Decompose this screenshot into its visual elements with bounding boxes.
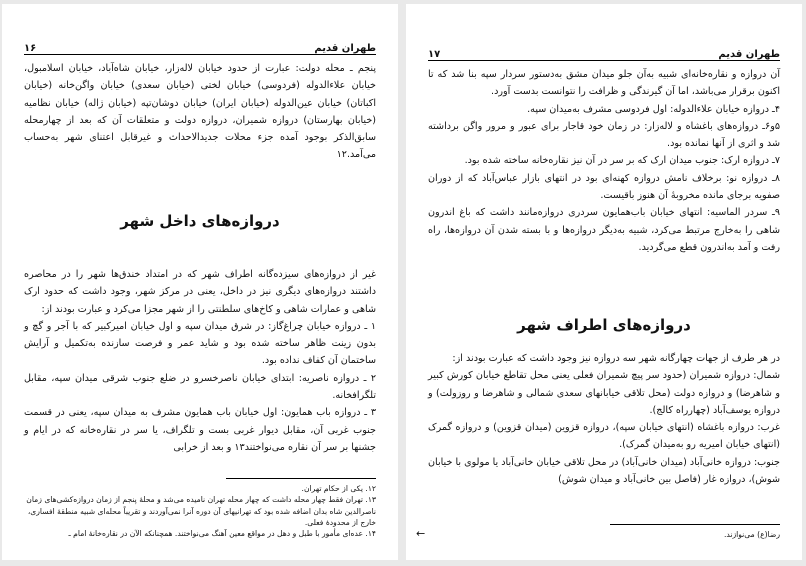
- footnote-13: ۱۳. تهران فقط چهار محله داشت که چهار محله تهران نامیده می‌شد و محلهٔ پنجم از زمان دروازه‌کشی‌های زمان ناصرالدین شاه بدان اضافه شده بود که تهرانیهای آن دوره آنرا نمی‌آوردند و تقریباً محله‌ای شبیه منطقهٔ افساری، خارج از محدودهٔ فعلی.: [26, 495, 376, 527]
- right-page: [406, 4, 802, 560]
- right-page-header: [428, 42, 780, 61]
- continue-arrow-icon: ←: [416, 527, 426, 540]
- gate-item-8: ۸ـ دروازه نو: برخلاف نامش دروازه کهنه‌ای بود در انتهای بازار عباس‌آباد که از دوران صفویه برجای مانده مخروبهٔ آن هنوز باقیست.: [428, 172, 780, 202]
- outer-gates-section-title: دروازه‌های اطراف شهر: [517, 316, 691, 334]
- gate-item-2: ۲ ـ دروازه ناصریه: ابتدای خیابان ناصرخسرو در ضلع جنوب شرقی میدان سپه، مقابل تلگرافخانه.: [24, 372, 376, 402]
- right-running-title: طهران قدیم: [718, 49, 780, 60]
- south-gates: جنوب: دروازه خانی‌آباد (میدان خانی‌آباد) در محل تلاقی خیابان خانی‌آباد یا مولوی با خیابان شوش)، دروازه غار (فاصل بین خانی‌آباد و میدان شوش): [428, 456, 780, 486]
- footnote-12: ۱۲. یکی از حکام تهران.: [301, 484, 376, 493]
- footnote-divider: [610, 524, 780, 525]
- footnote-14: ۱۴. عده‌ای مأمور با طبل و دهل در مواقع معین آهنگ می‌نواختند. همچنانکه الآن در نقاره‌خانهٔ امام ـ: [68, 529, 376, 539]
- outer-gates-intro: در هر طرف از جهات چهارگانه شهر سه دروازه نیز وجود داشت که عبارت بودند از:: [452, 353, 780, 364]
- right-body-block: [428, 66, 780, 256]
- left-page: [2, 4, 398, 560]
- gate-item-3: ۳ ـ دروازه باب همایون: اول خیابان باب همایون مشرف به میدان سپه، یعنی در قسمت جنوب غربی آن، مقابل دیوار غربی بست و تلگراف، یا سر در نقاره‌خانه که در ایام و جشنها بر سر آن نقاره می‌نواختند۱۳ و بعد از خرابی: [24, 407, 376, 453]
- north-gates: شمال: دروازه شمیران (حدود سر پیچ شمیران فعلی یعنی محل تقاطع خیابان کورش کبیر و شاهرضا) و دروازه دولت (محل تلاقی خیابانهای سعدی شمالی و شاهرضا و روزولت) و دروازه یوسف‌آباد (چهارراه کالج).: [428, 370, 780, 416]
- footnote-continuation: رضا(ع) می‌نوازند.: [723, 530, 780, 539]
- left-top-paragraph-block: [24, 60, 376, 164]
- right-page-number: ۱۷: [428, 49, 441, 60]
- gate-item-1: ۱ ـ دروازه خیابان چراغ‌گاز: در شرق میدان سپه و اول خیابان امیرکبیر که با آجر و گچ و بدون زینت ظاهر ساخته شده بود و شاید عمر و فرصت سازنده به‌تکمیل و آرایش ساختمان آن کفاف نداده بود.: [24, 320, 376, 367]
- gate-item-7: ۷ـ دروازه ارک: جنوب میدان ارک که بر سر در آن نیز نقاره‌خانه ساخته شده بود.: [464, 155, 780, 167]
- left-footnotes: [24, 483, 376, 539]
- left-running-title: طهران قدیم: [314, 43, 376, 54]
- footnote-divider: [226, 478, 376, 479]
- gate-item-4: ۴ـ دروازه خیابان علاءالدوله: اول فردوسی مشرف به‌میدان سپه.: [527, 103, 780, 115]
- gate-item-5-6: ۵و۶ـ دروازه‌های باغشاه و لاله‌زار: در زمان خود قاجار برای عبور و مرور واگن برداشته شد و اثری از آنها نمانده بود.: [428, 120, 780, 150]
- left-body-block: [24, 266, 376, 456]
- right-footnote: [442, 529, 780, 540]
- gate-item-9: ۹ـ سردر الماسیه: انتهای خیابان باب‌همایون سردری دروازه‌مانند داشت که باغ اندرون شاهی را به‌خارج مرتبط می‌کرد، شبیه به‌دیگر دروازه‌ها و با بسته شدن آن دروازه‌ها، راه رفت و آمد به‌اندرون قطع می‌گردید.: [428, 207, 780, 253]
- inner-gates-section-title: دروازه‌های داخل شهر: [120, 212, 280, 230]
- district-paragraph: پنجم ـ محله دولت: عبارت از حدود خیابان لاله‌زار، خیابان شاه‌آباد، خیابان اسلامبول، خیابان علاءالدوله (فردوسی) خیابان لختی (خیابان سعدی) خیابان واگن‌خانه (خیابان اکباتان) خیابان عین‌الدوله (خیابان ایران) خیابان دوشان‌تپه (خیابان ژاله) خیابان نظامیه (خیابان بهارستان) دروازه شمیران، دروازه دولت و متعلقات آن که بعد از چهارمحله سابق‌الذکر بوجود آمده جزء محلات جدیدالاحداث و غیرقابل اعتنای شهر به‌حساب می‌آمد.۱۲: [24, 63, 376, 161]
- left-page-number: ۱۶: [24, 43, 37, 54]
- inner-gates-intro: غیر از دروازه‌های سیزده‌گانه اطراف شهر که در امتداد خندق‌ها شهر را در محاصره داشتند دروازه‌های دیگری نیز در داخل، یعنی در مرکز شهر، وجود داشت که حدود ارک شاهی و عمارات شاهی و کاخ‌های سلطنتی را از شهر مجزا می‌کرد و عبارت بودند از:: [24, 269, 376, 315]
- west-gates: غرب: دروازه باغشاه (انتهای خیابان سپه)، دروازه قزوین (میدان قزوین) و دروازه گمرک (انتهای خیابان امیریه رو به‌میدان گمرک).: [428, 422, 780, 451]
- gate-continuation: آن دروازه و نقاره‌خانه‌ای شبیه به‌آن جلو میدان مشق به‌دستور سردار سپه بنا شد که تا اکنون برقرار می‌باشد، اما آن گیرندگی و ظرافت را نتوانست بدست آورد.: [428, 69, 780, 98]
- left-page-header: [24, 36, 376, 55]
- right-section-block: [428, 350, 780, 488]
